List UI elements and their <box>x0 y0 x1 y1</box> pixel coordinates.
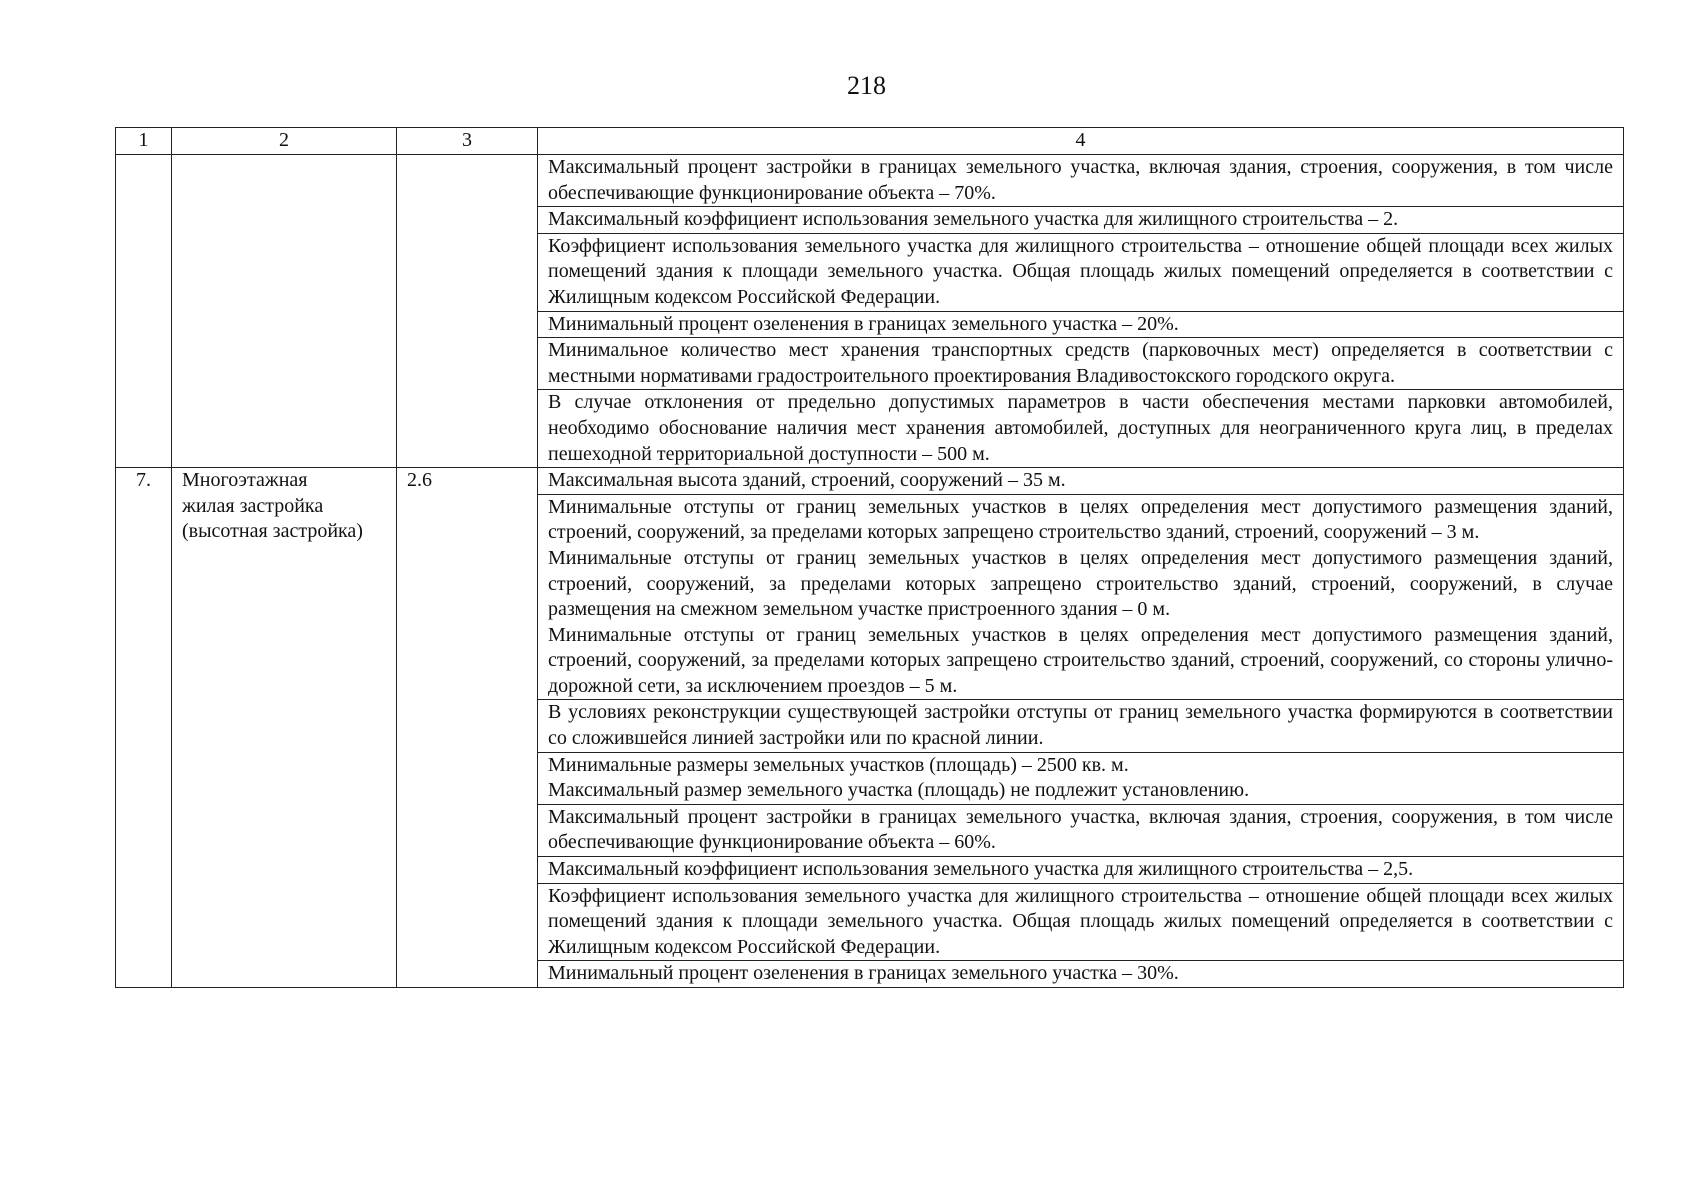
parameter-cell: Коэффициент использования земельного участка для жилищного строительства – отношение общей площади всех жилых помещений здания к площади земельного участка. Общая площадь жилых помещений определяется в соответствии с Жилищным кодексом Российской Федерации. <box>538 233 1624 311</box>
parameter-cell: Максимальный процент застройки в границах земельного участка, включая здания, строения, сооружения, в том числе обеспечивающие функционирование объекта – 60%. <box>538 804 1624 856</box>
parameter-cell: В случае отклонения от предельно допустимых параметров в части обеспечения местами парковки автомобилей, необходимо обоснование наличия мест хранения автомобилей, доступных для неограниченного круга лиц, в пределах пешеходной территориальной доступности – 500 м. <box>538 390 1624 468</box>
parameter-paragraph: Минимальные отступы от границ земельных участков в целях определения мест допустимого размещения зданий, строений, сооружений, за пределами которых запрещено строительство зданий, строений, сооружений, в случае размещения на смежном земельном участке пристроенного здания – 0 м. <box>548 546 1613 621</box>
column-header-2: 2 <box>172 128 397 155</box>
table-row <box>116 155 1624 207</box>
parameter-paragraph: Минимальные отступы от границ земельных участков в целях определения мест допустимого размещения зданий, строений, сооружений, за пределами которых запрещено строительство зданий, строений, сооружений – 3 м. <box>548 495 1613 544</box>
parameter-cell: Максимальный коэффициент использования земельного участка для жилищного строительства – 2. <box>538 207 1624 234</box>
parameter-cell <box>538 494 1624 700</box>
parameter-cell <box>538 752 1624 804</box>
parameter-paragraph: Минимальные отступы от границ земельных участков в целях определения мест допустимого размещения зданий, строений, сооружений, за пределами которых запрещено строительство зданий, строений, сооружений, со стороны улично-дорожной сети, за исключением проездов – 5 м. <box>548 623 1613 697</box>
continuation-code-cell <box>397 155 538 468</box>
parameter-cell: Максимальный коэффициент использования земельного участка для жилищного строительства – 2,5. <box>538 857 1624 884</box>
parameter-cell: Минимальный процент озеленения в границах земельного участка – 30%. <box>538 961 1624 988</box>
column-header-4: 4 <box>538 128 1624 155</box>
parameter-cell: Минимальное количество мест хранения транспортных средств (парковочных мест) определяется в соответствии с местными нормативами градостроительного проектирования Владивостокского городского округа. <box>538 338 1624 390</box>
table-row <box>116 468 1624 495</box>
column-header-1: 1 <box>116 128 172 155</box>
parameter-cell: Максимальный процент застройки в границах земельного участка, включая здания, строения, сооружения, в том числе обеспечивающие функционирование объекта – 70%. <box>538 155 1624 207</box>
entry-name <box>172 468 397 988</box>
entry-code: 2.6 <box>397 468 538 988</box>
regulations-table <box>115 127 1624 988</box>
entry-number: 7. <box>116 468 172 988</box>
page-number: 218 <box>847 71 886 100</box>
continuation-name-cell <box>172 155 397 468</box>
entry-name-line: Многоэтажная <box>182 469 308 492</box>
parameter-paragraph: Минимальные размеры земельных участков (площадь) – 2500 кв. м. <box>548 753 1129 776</box>
table-header-row <box>116 128 1624 155</box>
parameter-cell: Максимальная высота зданий, строений, сооружений – 35 м. <box>538 468 1624 495</box>
column-header-3: 3 <box>397 128 538 155</box>
entry-name-line: жилая застройка <box>182 494 324 517</box>
parameter-cell: В условиях реконструкции существующей застройки отступы от границ земельного участка формируются в соответствии со сложившейся линией застройки или по красной линии. <box>538 700 1624 752</box>
continuation-number-cell <box>116 155 172 468</box>
entry-name-line: (высотная застройка) <box>182 520 363 543</box>
parameter-cell: Минимальный процент озеленения в границах земельного участка – 20%. <box>538 311 1624 338</box>
parameter-paragraph: Максимальный размер земельного участка (площадь) не подлежит установлению. <box>548 779 1250 802</box>
parameter-cell: Коэффициент использования земельного участка для жилищного строительства – отношение общей площади всех жилых помещений здания к площади земельного участка. Общая площадь жилых помещений определяется в соответствии с Жилищным кодексом Российской Федерации. <box>538 883 1624 961</box>
